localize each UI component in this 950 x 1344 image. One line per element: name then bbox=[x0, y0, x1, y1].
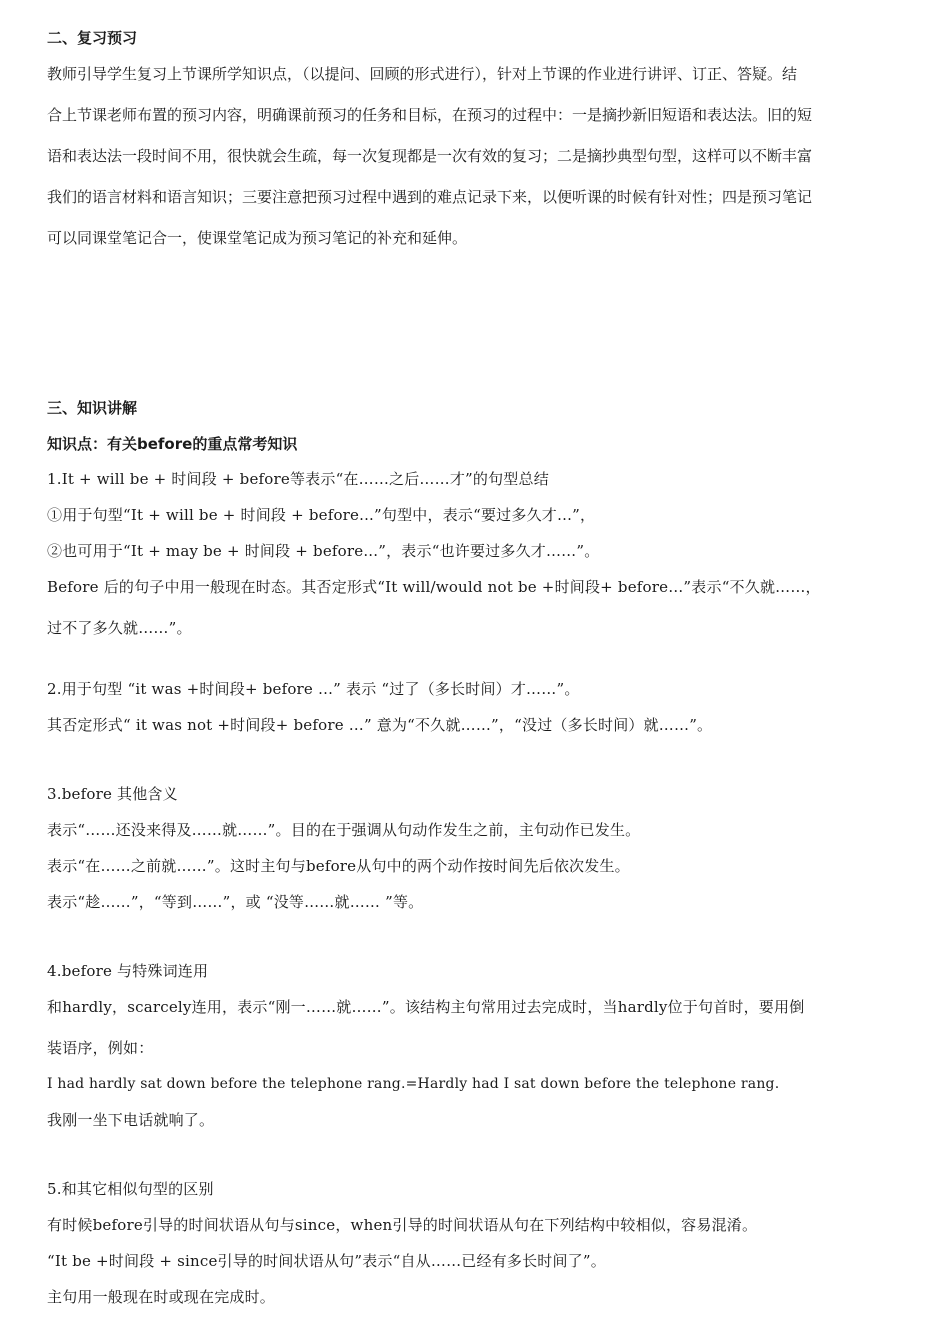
point-2-line-1: 其否定形式“ it was not +时间段+ before …” 意为“不久就……”，“没过（多长时间）就……”。 bbox=[47, 716, 713, 734]
point-4-example-en: I had hardly sat down before the telephone rang.=Hardly had I sat down before the telephone rang. bbox=[47, 1076, 780, 1092]
review-line-2: 合上节课老师布置的预习内容，明确课前预习的任务和目标，在预习的过程中：一是摘抄新旧短语和表达法。旧的短 bbox=[47, 106, 813, 124]
point-4-example-zh: 我刚一坐下电话就响了。 bbox=[47, 1111, 215, 1129]
point-1-title: 1.It + will be + 时间段 + before等表示“在……之后……才”的句型总结 bbox=[47, 470, 549, 488]
point-3-line-2: 表示“在……之前就……”。这时主句与before从句中的两个动作按时间先后依次发生。 bbox=[47, 857, 630, 875]
point-3-line-1: 表示“……还没来得及……就……”。目的在于强调从句动作发生之前，主句动作已发生。 bbox=[47, 821, 641, 839]
point-3-line-3: 表示“趁……”，“等到……”，或 “没等……就…… ”等。 bbox=[47, 893, 424, 911]
review-heading: 二、复习预习 bbox=[47, 29, 138, 47]
point-1-line-4: 过不了多久就……”。 bbox=[47, 619, 192, 637]
knowledge-subheading: 知识点：有关before的重点常考知识 bbox=[47, 435, 298, 453]
point-1-line-2: ②也可用于“It + may be + 时间段 + before...”，表示“也许要过多久才……”。 bbox=[47, 542, 600, 560]
point-4-title: 4.before 与特殊词连用 bbox=[47, 962, 209, 980]
review-line-5: 可以同课堂笔记合一，使课堂笔记成为预习笔记的补充和延伸。 bbox=[47, 229, 468, 247]
knowledge-heading: 三、知识讲解 bbox=[47, 399, 138, 417]
point-5-line-3: 主句用一般现在时或现在完成时。 bbox=[47, 1288, 276, 1306]
point-5-title: 5.和其它相似句型的区别 bbox=[47, 1180, 214, 1198]
point-1-line-3: Before 后的句子中用一般现在时态。其否定形式“It will/would not be +时间段+ before…”表示“不久就……， bbox=[47, 578, 821, 596]
point-3-title: 3.before 其他含义 bbox=[47, 785, 178, 803]
point-5-line-2: “It be +时间段 + since引导的时间状语从句”表示“自从……已经有多长时间了”。 bbox=[47, 1252, 606, 1270]
review-line-1: 教师引导学生复习上节课所学知识点，（以提问、回顾的形式进行），针对上节课的作业进行讲评、订正、答疑。结 bbox=[47, 65, 798, 83]
review-line-4: 我们的语言材料和语言知识；三要注意把预习过程中遇到的难点记录下来，以便听课的时候有针对性；四是预习笔记 bbox=[47, 188, 813, 206]
point-1-line-1: ①用于句型“It + will be + 时间段 + before...”句型中，表示“要过多久才…”， bbox=[47, 506, 596, 524]
review-line-3: 语和表达法一段时间不用，很快就会生疏，每一次复现都是一次有效的复习；二是摘抄典型句型，这样可以不断丰富 bbox=[47, 147, 813, 165]
point-4-line-1: 和hardly，scarcely连用，表示“刚一……就……”。该结构主句常用过去完成时，当hardly位于句首时，要用倒 bbox=[47, 998, 805, 1016]
point-4-line-2: 装语序，例如： bbox=[47, 1039, 154, 1057]
point-5-line-1: 有时候before引导的时间状语从句与since，when引导的时间状语从句在下列结构中较相似，容易混淆。 bbox=[47, 1216, 758, 1234]
point-2-title: 2.用于句型 “it was +时间段+ before …” 表示 “过了（多长时间）才……”。 bbox=[47, 680, 580, 698]
